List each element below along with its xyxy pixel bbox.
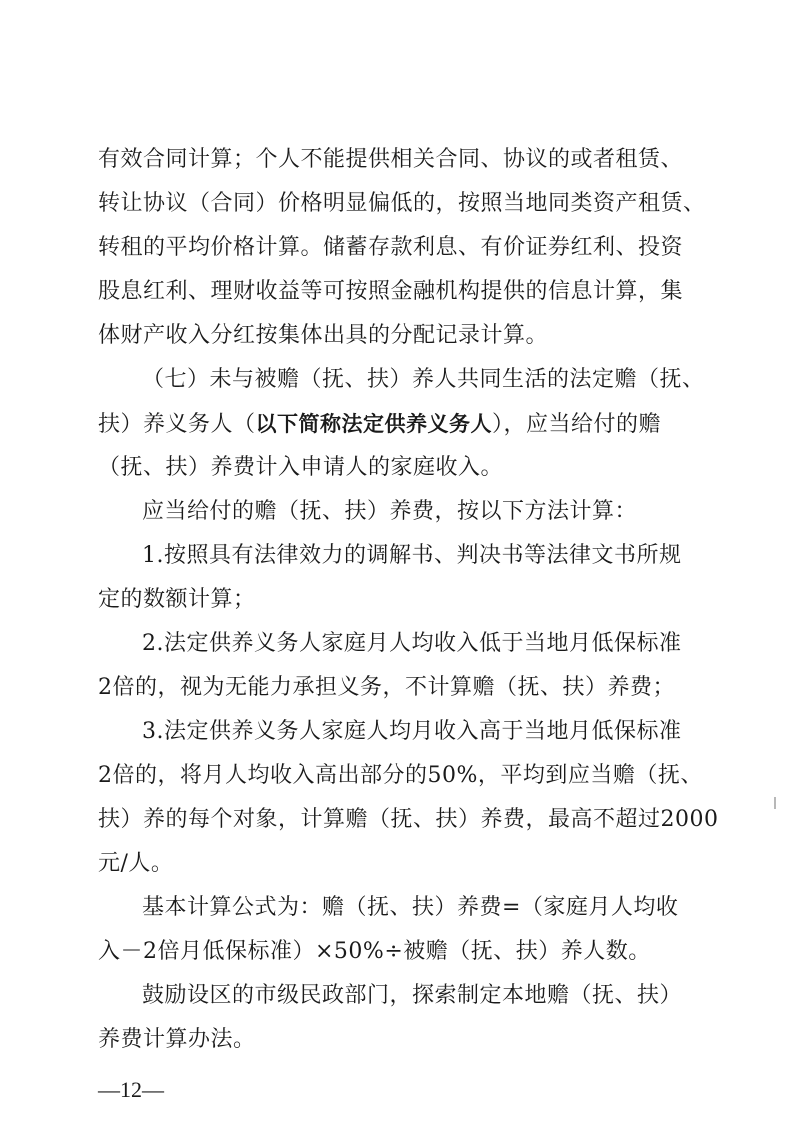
text-line: 2.法定供养义务人家庭月人均收入低于当地月低保标准 [142,631,682,656]
text-line: 定的数额计算； [98,587,256,612]
text-line: 养费计算办法。 [98,1027,256,1052]
text-line: 入－2倍月低保标准）×50%÷被赡（抚、扶）养人数。 [98,939,651,964]
text-line: 应当给付的赡（抚、扶）养费，按以下方法计算： [142,499,638,524]
page-number: —12— [98,1077,164,1102]
bold-term: 以下简称法定供养义务人 [255,412,493,436]
text-line: （七）未与被赡（抚、扶）养人共同生活的法定赡（抚、 [142,367,705,392]
text-line: 转让协议（合同）价格明显偏低的，按照当地同类资产租赁、 [98,191,706,216]
text-line-with-bold [98,410,661,439]
text-line: 鼓励设区的市级民政部门，探索制定本地赡（抚、扶） [142,983,683,1008]
text-segment: 扶）养义务人（ [98,412,256,437]
text-line: 体财产收入分红按集体出具的分配记录计算。 [98,323,549,348]
scan-mark [774,797,776,809]
text-line: 扶）养的每个对象，计算赡（抚、扶）养费，最高不超过2000 [98,807,719,832]
text-line: 2倍的，将月人均收入高出部分的50%，平均到应当赡（抚、 [98,763,703,788]
text-line: （抚、扶）养费计入申请人的家庭收入。 [98,455,504,480]
text-line: 元/人。 [98,851,174,876]
text-segment: ），应当给付的赡 [492,412,662,437]
text-line: 转租的平均价格计算。储蓄存款利息、有价证券红利、投资 [98,235,684,260]
text-line: 有效合同计算；个人不能提供相关合同、协议的或者租赁、 [98,147,684,172]
text-line: 3.法定供养义务人家庭人均月收入高于当地月低保标准 [142,719,682,744]
text-line: 股息红利、理财收益等可按照金融机构提供的信息计算，集 [98,279,684,304]
text-line: 1.按照具有法律效力的调解书、判决书等法律文书所规 [142,543,682,568]
text-line: 2倍的，视为无能力承担义务，不计算赡（抚、扶）养费； [98,675,675,700]
text-line: 基本计算公式为：赡（抚、扶）养费=（家庭月人均收 [142,895,679,920]
